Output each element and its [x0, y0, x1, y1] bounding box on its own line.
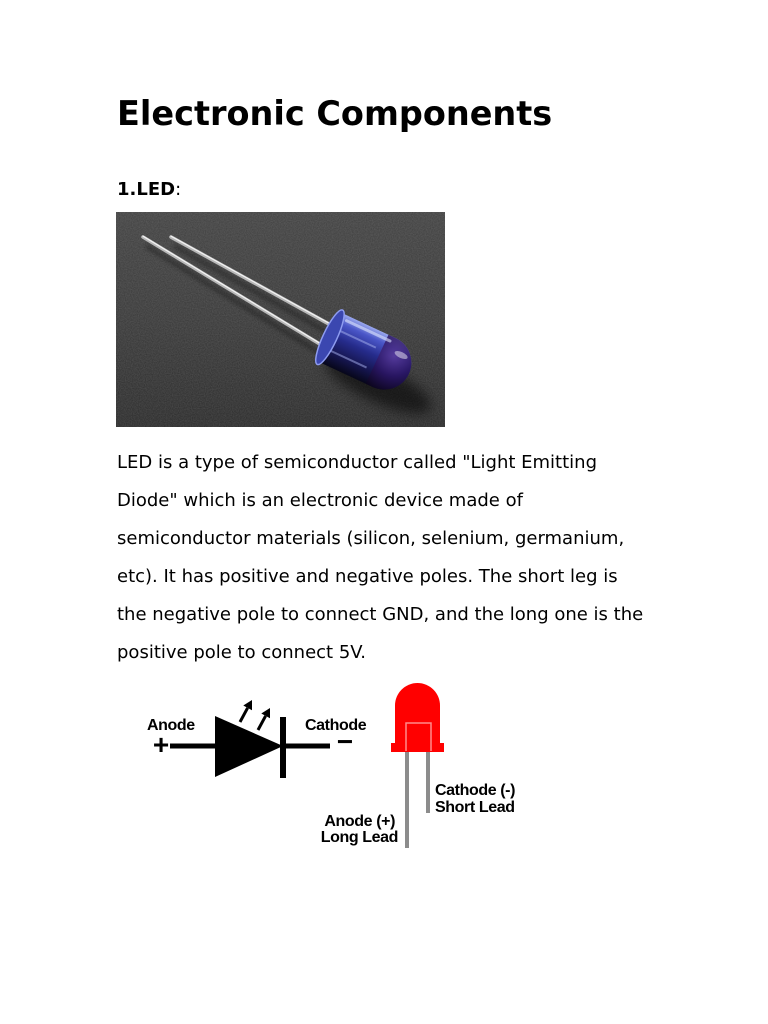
led-description — [117, 444, 643, 672]
section-heading-led — [117, 181, 181, 199]
led-cathode-label: Cathode (-) — [435, 782, 516, 799]
red-led-icon — [391, 683, 444, 848]
description-line: etc). It has positive and negative poles. The short leg is — [117, 566, 618, 587]
led-flange — [391, 743, 444, 752]
anode-label: Anode — [147, 717, 195, 734]
cathode-minus-sign: − — [336, 726, 354, 757]
description-line: Diode" which is an electronic device made of — [117, 490, 523, 511]
led-short-lead-label: Short Lead — [435, 799, 515, 816]
page-title: Electronic Components — [117, 94, 553, 133]
led-photo — [116, 212, 445, 427]
description-line: positive pole to connect 5V. — [117, 642, 366, 663]
led-diagram — [130, 670, 530, 860]
led-anode-label: Anode (+) — [324, 813, 395, 830]
light-emission-arrow-icon — [258, 708, 270, 730]
diode-triangle — [215, 716, 283, 777]
description-line: LED is a type of semiconductor called "Light Emitting — [117, 452, 597, 473]
anode-plus-sign: + — [152, 729, 170, 760]
description-line: semiconductor materials (silicon, selenium, germanium, — [117, 528, 625, 549]
section-number-label: 1.LED — [117, 179, 176, 200]
description-line: the negative pole to connect GND, and the long one is the — [117, 604, 644, 625]
led-dome — [395, 683, 440, 743]
led-long-lead-label: Long Lead — [320, 829, 398, 846]
section-colon: : — [175, 179, 182, 200]
light-emission-arrow-icon — [240, 700, 252, 722]
cathode-label: Cathode — [305, 717, 367, 734]
